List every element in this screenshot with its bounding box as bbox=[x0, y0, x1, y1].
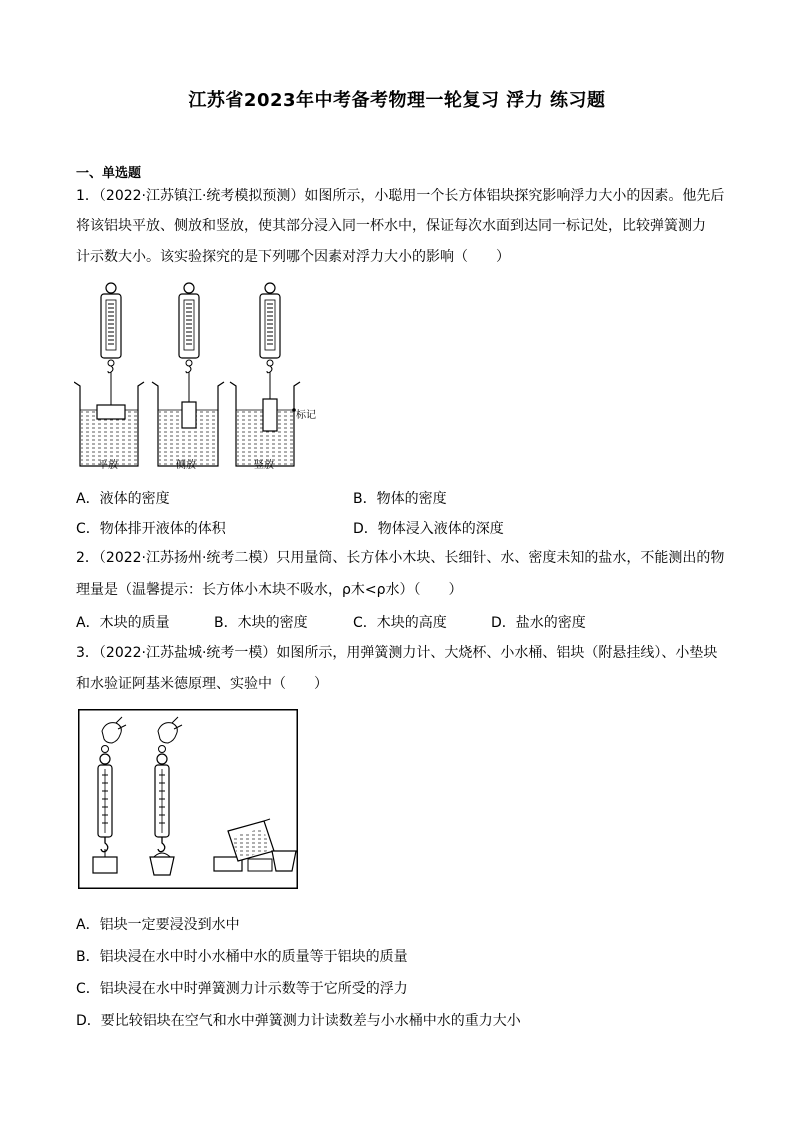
q1-stem-line-2: 将该铝块平放、侧放和竖放，使其部分浸入同一杯水中，保证每次水面到达同一标记处，比较弹簧测力 bbox=[76, 218, 706, 234]
spring-scale-3 bbox=[260, 283, 280, 399]
q2-stem-line-1: 2．（2022·江苏扬州·统考二模）只用量筒、长方体小木块、长细针、水、密度未知的盐水，不能测出的物 bbox=[76, 550, 725, 566]
q2-option-a[interactable]: A．木块的质量 bbox=[76, 615, 170, 631]
beaker-2 bbox=[152, 382, 224, 466]
q3-stem-line-1: 3．（2022·江苏盐城·统考一模）如图所示，用弹簧测力计、大烧杯、小水桶、铝块（附悬挂线）、小垫块 bbox=[76, 645, 718, 661]
beaker-1 bbox=[74, 382, 144, 466]
q2-option-d[interactable]: D．盐水的密度 bbox=[491, 615, 586, 631]
q2-stem-line-2: 理量是（温馨提示：长方体小木块不吸水，ρ木<ρ水）（ ） bbox=[76, 582, 463, 598]
q1-stem-line-1: 1．（2022·江苏镇江·统考模拟预测）如图所示，小聪用一个长方体铝块探究影响浮力大小的因素。他先后 bbox=[76, 188, 725, 204]
label-upright: 竖放 bbox=[254, 460, 274, 471]
label-flat: 平放 bbox=[98, 460, 118, 471]
q3-option-d[interactable]: D．要比较铝块在空气和水中弹簧测力计读数差与小水桶中水的重力大小 bbox=[76, 1013, 521, 1029]
q1-option-d[interactable]: D．物体浸入液体的深度 bbox=[353, 521, 504, 537]
q1-stem-line-3: 计示数大小。该实验探究的是下列哪个因素对浮力大小的影响（ ） bbox=[76, 249, 510, 265]
q1-option-a[interactable]: A．液体的密度 bbox=[76, 491, 170, 507]
spring-scale-1 bbox=[101, 283, 121, 405]
q3-stem-line-2: 和水验证阿基米德原理、实验中（ ） bbox=[76, 676, 328, 692]
q1-option-c[interactable]: C．物体排开液体的体积 bbox=[76, 521, 226, 537]
beaker-3 bbox=[230, 382, 300, 466]
q3-option-c[interactable]: C．铝块浸在水中时弹簧测力计示数等于它所受的浮力 bbox=[76, 981, 408, 997]
spring-scale-2 bbox=[179, 283, 199, 402]
q2-option-c[interactable]: C．木块的高度 bbox=[353, 615, 447, 631]
label-side: 侧放 bbox=[176, 460, 196, 471]
page-title: 江苏省2023年中考备考物理一轮复习 浮力 练习题 bbox=[188, 90, 606, 111]
mark-label: 标记 bbox=[296, 410, 316, 421]
q1-figure-spring-scales bbox=[74, 282, 330, 474]
q3-figure-archimedes bbox=[78, 709, 298, 889]
q2-option-b[interactable]: B．木块的密度 bbox=[214, 615, 308, 631]
q3-option-b[interactable]: B．铝块浸在水中时小水桶中水的质量等于铝块的质量 bbox=[76, 949, 408, 965]
section-heading: 一、单选题 bbox=[76, 166, 142, 181]
q1-option-b[interactable]: B．物体的密度 bbox=[353, 491, 447, 507]
q3-option-a[interactable]: A．铝块一定要浸没到水中 bbox=[76, 917, 240, 933]
